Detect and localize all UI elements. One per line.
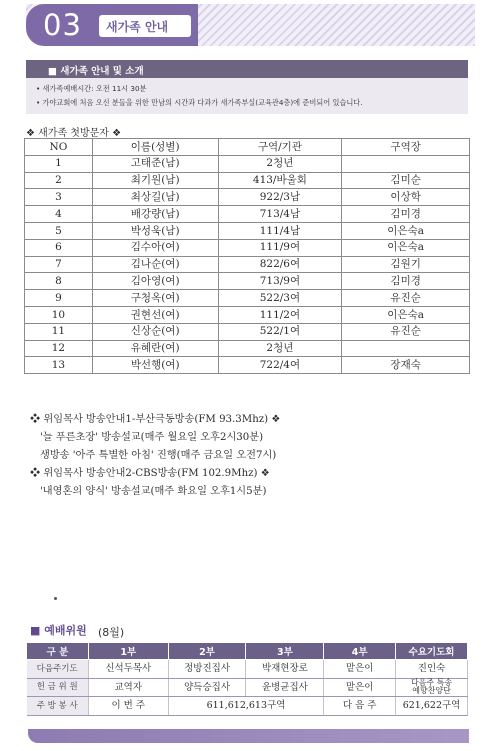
table-row (25, 189, 470, 206)
table-cell: 정방진집사 (168, 660, 246, 679)
worship-committee-table (26, 642, 468, 716)
visit-district: 922/3남 (218, 189, 342, 206)
wc-header-2: 2부 (168, 643, 246, 660)
visit-table (24, 138, 470, 374)
table-cell: 양득승집사 (168, 678, 246, 697)
table-cell: 611,612,613구역 (168, 697, 324, 716)
visit-leader: 구역장 (342, 139, 470, 156)
wc-header-4: 4부 (324, 643, 396, 660)
visit-name: 박성욱(남) (92, 222, 218, 239)
visit-leader (342, 155, 470, 172)
table-row (25, 222, 470, 239)
visit-leader: 유진순 (342, 290, 470, 307)
info-bar-title: ■ 새가족 안내 및 소개 (48, 66, 144, 77)
visit-leader: 유진순 (342, 323, 470, 340)
visit-no: 8 (25, 273, 93, 290)
wc-header-1: 1부 (88, 643, 168, 660)
visit-leader: 김미경 (342, 206, 470, 223)
table-cell: 박재현장로 (246, 660, 324, 679)
visit-leader: 이은숙a (342, 222, 470, 239)
visit-header-row (25, 139, 470, 156)
visit-district: 522/3여 (218, 290, 342, 307)
wc-header-wednesday: 수요기도회 (396, 643, 468, 660)
visit-list-label: ❖ 새가족 첫방문자 ❖ (26, 128, 122, 139)
visit-name: 구청옥(여) (92, 290, 218, 307)
visit-district: 722/4여 (218, 357, 342, 374)
row-label-kitchen: 주 방 봉 사 (27, 697, 89, 716)
table-cell: 621,622구역 (396, 697, 468, 716)
table-row (25, 306, 470, 323)
worship-committee-title: ■ 예배위원 (30, 624, 87, 637)
visit-district: 구역/기관 (218, 139, 342, 156)
visit-name: 배강량(남) (92, 206, 218, 223)
table-cell: 맡은이 (324, 678, 396, 697)
visit-name: 유혜란(여) (92, 340, 218, 357)
visit-district: 111/4남 (218, 222, 342, 239)
visit-leader: 이상학 (342, 189, 470, 206)
visit-district: 713/9여 (218, 273, 342, 290)
visit-leader: 김미경 (342, 273, 470, 290)
visit-name: 권현선(여) (92, 306, 218, 323)
table-cell: 맡은이 (324, 660, 396, 679)
visit-no: 13 (25, 357, 93, 374)
visit-name: 최기원(남) (92, 172, 218, 189)
table-row (25, 290, 470, 307)
table-row (25, 172, 470, 189)
visit-district: 111/2여 (218, 306, 342, 323)
table-cell: 다 음 주 (324, 697, 396, 716)
worship-header-row (27, 643, 468, 660)
visit-leader: 이은숙a (342, 239, 470, 256)
visit-name: 김아영(여) (92, 273, 218, 290)
visit-leader: 김미순 (342, 172, 470, 189)
table-cell: 교역자 (88, 678, 168, 697)
table-cell: 진인숙 (396, 660, 468, 679)
visit-name: 박선행(여) (92, 357, 218, 374)
table-row (27, 660, 468, 679)
visit-no: 2 (25, 172, 93, 189)
visit-name: 최상길(남) (92, 189, 218, 206)
visit-district: 2청년 (218, 340, 342, 357)
broadcast-line-5: '내영혼의 양식' 방송설교(매주 화요일 오후1시5분) (40, 486, 267, 497)
visit-leader: 장재숙 (342, 357, 470, 374)
footer-band (28, 729, 469, 743)
visit-no: 12 (25, 340, 93, 357)
visit-district: 822/6여 (218, 256, 342, 273)
table-row (25, 323, 470, 340)
special-song-cell (396, 678, 468, 697)
table-row (25, 357, 470, 374)
visit-no: 9 (25, 290, 93, 307)
table-cell: 윤병균집사 (246, 678, 324, 697)
broadcast-line-3: 생방송 '아주 특별한 아침' 진행(매주 금요일 오전7시) (40, 450, 277, 461)
stray-dot (54, 597, 57, 600)
special-song-team: 예향찬양단 (412, 686, 451, 696)
table-row (25, 340, 470, 357)
visit-district: 413/바울회 (218, 172, 342, 189)
table-row (25, 239, 470, 256)
table-cell: 신석두목사 (88, 660, 168, 679)
visit-leader (342, 340, 470, 357)
info-line-worship-time: • 새가족예배시간: 오전 11시 30분 (36, 84, 147, 93)
wc-header-3: 3부 (246, 643, 324, 660)
visit-no: NO (25, 139, 93, 156)
visit-name: 김나순(여) (92, 256, 218, 273)
visit-name: 김수아(여) (92, 239, 218, 256)
visit-no: 4 (25, 206, 93, 223)
table-row (25, 206, 470, 223)
section-title: 새가족 안내 (106, 20, 169, 34)
row-label-prayer: 다음주기도 (27, 660, 89, 679)
table-row (27, 678, 468, 697)
visit-name: 이름(성별) (92, 139, 218, 156)
visit-no: 7 (25, 256, 93, 273)
broadcast-line-1: ❖ 위임목사 방송안내1-부산극동방송(FM 93.3Mhz) ❖ (30, 414, 281, 425)
visit-no: 6 (25, 239, 93, 256)
special-song-label: 다음주 특송 (410, 677, 453, 687)
broadcast-line-4: ❖ 위임목사 방송안내2-CBS방송(FM 102.9Mhz) ❖ (30, 468, 270, 479)
row-label-offering: 헌 금 위 원 (27, 678, 89, 697)
visit-no: 3 (25, 189, 93, 206)
visit-name: 신상순(여) (92, 323, 218, 340)
table-row (25, 155, 470, 172)
visit-leader: 이은숙a (342, 306, 470, 323)
visit-district: 2청년 (218, 155, 342, 172)
visit-district: 713/4남 (218, 206, 342, 223)
visit-leader: 김원기 (342, 256, 470, 273)
visit-no: 1 (25, 155, 93, 172)
table-row (27, 697, 468, 716)
broadcast-line-2: '늘 푸른초장' 방송설교(매주 월요일 오후2시30분) (40, 432, 264, 443)
worship-committee-month: (8월) (98, 626, 125, 639)
table-row (25, 273, 470, 290)
visit-district: 522/1여 (218, 323, 342, 340)
visit-name: 고태준(남) (92, 155, 218, 172)
section-header (26, 4, 475, 46)
visit-district: 111/9여 (218, 239, 342, 256)
visit-no: 5 (25, 222, 93, 239)
table-cell: 이 번 주 (88, 697, 168, 716)
section-number: 03 (43, 8, 82, 42)
visit-no: 11 (25, 323, 93, 340)
wc-header-category: 구 분 (27, 643, 89, 660)
info-line-welcome: • 가야교회에 처음 오신 분들을 위한 만남의 시간과 다과가 새가족부실(교육관4층)에 준비되어 있습니다. (36, 98, 363, 107)
visit-no: 10 (25, 306, 93, 323)
table-row (25, 256, 470, 273)
